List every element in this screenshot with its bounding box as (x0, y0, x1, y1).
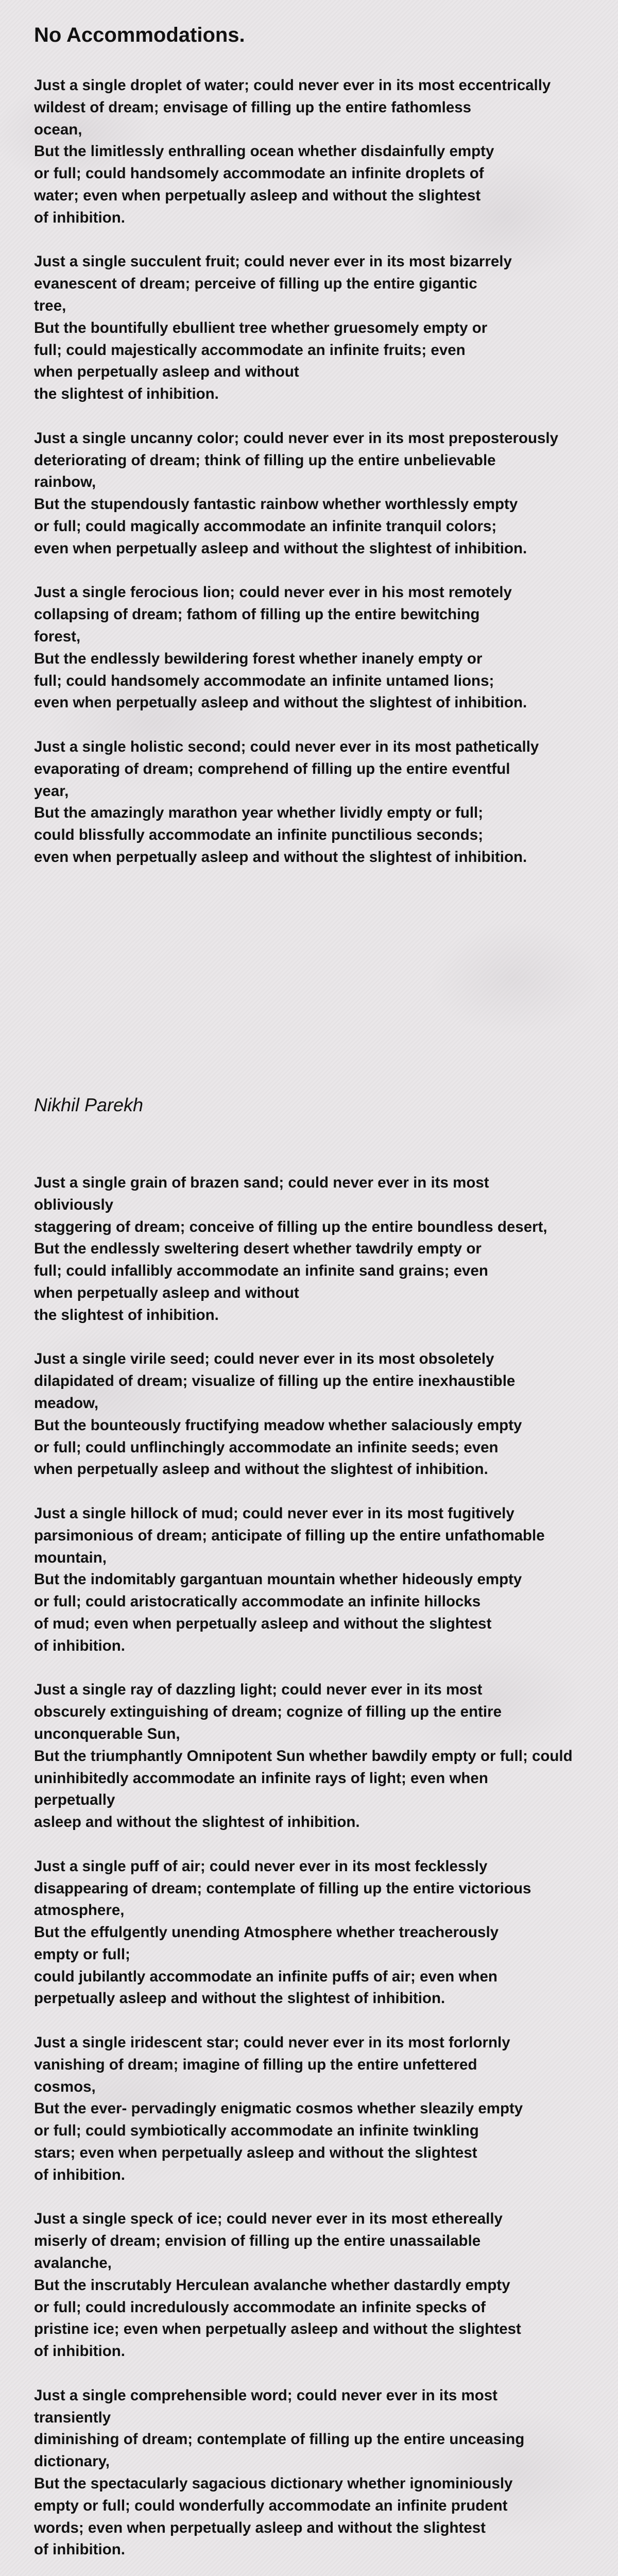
poem-line: Just a single puff of air; could never ever in its most fecklessly (34, 1857, 488, 1875)
poem-line: or full; could symbiotically accommodate an infinite twinkling (34, 2122, 479, 2140)
poem-line: when perpetually asleep and without (34, 363, 299, 381)
poem-line: staggering of dream; conceive of filling up the entire boundless desert, (34, 1218, 547, 1235)
poem-line: words; even when perpetually asleep and without the slightest (34, 2519, 486, 2536)
stanza (34, 1503, 573, 1657)
poem-line: or full; could aristocratically accommodate an infinite hillocks (34, 1593, 481, 1611)
poem-line: Just a single iridescent star; could never ever in its most forlornly (34, 2034, 510, 2052)
stanza (34, 2032, 573, 2187)
poem-line: Just a single hillock of mud; could never ever in its most fugitively (34, 1504, 514, 1522)
poem-line: Just a single ferocious lion; could never ever in his most remotely (34, 584, 512, 601)
stanza (34, 1348, 573, 1481)
poem-line: transiently (34, 2409, 111, 2426)
poem-line: even when perpetually asleep and without the slightest of inhibition. (34, 539, 527, 557)
poem-line: diminishing of dream; contemplate of filling up the entire unceasing (34, 2431, 525, 2448)
poem-line: evanescent of dream; perceive of filling up the entire gigantic (34, 275, 477, 293)
poem-line: dilapidated of dream; visualize of filling up the entire inexhaustible (34, 1372, 516, 1390)
poem-line: or full; could incredulously accommodate an infinite specks of (34, 2298, 486, 2316)
poem-line: empty or full; (34, 1945, 130, 1963)
poem-line: But the ever- pervadingly enigmatic cosmos whether sleazily empty (34, 2100, 523, 2117)
poem-line: when perpetually asleep and without the slightest of inhibition. (34, 1461, 488, 1478)
poem-line: even when perpetually asleep and without the slightest of inhibition. (34, 694, 527, 711)
poem-line: Just a single comprehensible word; could never ever in its most (34, 2386, 497, 2404)
poem-line: atmosphere, (34, 1902, 125, 1919)
poem-line: avalanche, (34, 2255, 112, 2272)
poem-line: of inhibition. (34, 209, 125, 226)
poem-line: could jubilantly accommodate an infinite puffs of air; even when (34, 1968, 497, 1985)
stanza (34, 1679, 573, 1834)
poem-line: year, (34, 782, 69, 800)
stanza (34, 428, 558, 560)
poem-line: obscurely extinguishing of dream; cognize of filling up the entire (34, 1703, 502, 1721)
poem-line: But the amazingly marathon year whether lividly empty or full; (34, 804, 484, 822)
poem-line: But the spectacularly sagacious dictionary whether ignominiously (34, 2475, 513, 2493)
poem-line: unconquerable Sun, (34, 1725, 180, 1742)
poem-line: obliviously (34, 1196, 114, 1213)
poem-line: But the endlessly bewildering forest whether inanely empty or (34, 650, 483, 667)
poem-line: Just a single ray of dazzling light; could never ever in its most (34, 1681, 483, 1699)
poem-line: perpetually asleep and without the slightest of inhibition. (34, 1990, 445, 2007)
author-name: Nikhil Parekh (34, 1094, 144, 1115)
poem-line: But the stupendously fantastic rainbow whether worthlessly empty (34, 496, 518, 513)
poem-line: But the endlessly sweltering desert whether tawdrily empty or (34, 1240, 482, 1258)
poem-line: meadow, (34, 1394, 99, 1412)
poem-line: wildest of dream; envisage of filling up the entire fathomless (34, 98, 472, 116)
poem-line: the slightest of inhibition. (34, 385, 219, 403)
poem-line: full; could infallibly accommodate an infinite sand grains; even (34, 1262, 488, 1280)
poem-line: disappearing of dream; contemplate of filling up the entire victorious (34, 1879, 531, 1897)
stanza (34, 1856, 573, 2010)
poem-body-part-1 (34, 75, 558, 890)
poem-line: or full; could handsomely accommodate an infinite droplets of (34, 165, 484, 182)
poem-line: Just a single grain of brazen sand; could never ever in its most (34, 1174, 489, 1191)
poem-line: perpetually (34, 1791, 115, 1809)
poem-line: tree, (34, 297, 66, 314)
poem-line: when perpetually asleep and without (34, 1284, 299, 1301)
poem-line: evaporating of dream; comprehend of filling up the entire eventful (34, 760, 510, 777)
poem-line: But the limitlessly enthralling ocean whether disdainfully empty (34, 143, 494, 160)
poem-line: pristine ice; even when perpetually asleep and without the slightest (34, 2320, 521, 2338)
poem-line: Just a single holistic second; could never ever in its most pathetically (34, 738, 539, 755)
poem-line: of inhibition. (34, 1637, 125, 1654)
poem-line: Just a single succulent fruit; could never ever in its most bizarrely (34, 253, 512, 270)
poem-line: uninhibitedly accommodate an infinite rays of light; even when (34, 1769, 488, 1787)
stanza (34, 75, 558, 229)
poem-line: cosmos, (34, 2078, 96, 2095)
poem-line: the slightest of inhibition. (34, 1306, 219, 1324)
poem-line: asleep and without the slightest of inhibition. (34, 1814, 360, 1831)
poem-line: dictionary, (34, 2453, 110, 2470)
poem-line: could blissfully accommodate an infinite punctilious seconds; (34, 826, 484, 844)
poem-line: But the bounteously fructifying meadow whether salaciously empty (34, 1416, 522, 1434)
poem-line: or full; could unflinchingly accommodate an infinite seeds; even (34, 1438, 499, 1456)
poem-line: collapsing of dream; fathom of filling up the entire bewitching (34, 606, 480, 623)
poem-line: empty or full; could wonderfully accommodate an infinite prudent (34, 2497, 508, 2514)
poem-line: But the indomitably gargantuan mountain whether hideously empty (34, 1571, 522, 1588)
poem-line: water; even when perpetually asleep and without the slightest (34, 187, 481, 204)
stanza (34, 2385, 573, 2561)
poem-line: full; could majestically accommodate an infinite fruits; even (34, 341, 466, 359)
poem-line: deteriorating of dream; think of filling up the entire unbelievable (34, 451, 496, 469)
poem-line: But the triumphantly Omnipotent Sun whether bawdily empty or full; could (34, 1747, 573, 1765)
poem-line: even when perpetually asleep and without the slightest of inhibition. (34, 848, 527, 866)
poem-line: ocean, (34, 121, 82, 138)
stanza (34, 251, 558, 405)
poem-line: miserly of dream; envision of filling up the entire unassailable (34, 2232, 481, 2250)
stanza (34, 1172, 573, 1327)
poem-line: forest, (34, 628, 81, 645)
poem-line: stars; even when perpetually asleep and without the slightest (34, 2144, 477, 2162)
poem-line: Just a single speck of ice; could never ever in its most ethereally (34, 2210, 503, 2228)
poem-title: No Accommodations. (34, 24, 245, 46)
poem-line: full; could handsomely accommodate an infinite untamed lions; (34, 672, 494, 689)
poem-line: But the bountifully ebullient tree whether gruesomely empty or (34, 319, 488, 336)
poem-line: mountain, (34, 1549, 107, 1566)
poem-line: or full; could magically accommodate an infinite tranquil colors; (34, 517, 497, 535)
poem-line: Just a single uncanny color; could never ever in its most preposterously (34, 429, 559, 447)
poem-line: of inhibition. (34, 2166, 125, 2183)
poem-line: parsimonious of dream; anticipate of filling up the entire unfathomable (34, 1527, 545, 1544)
poem-line: Just a single droplet of water; could never ever in its most eccentrically (34, 77, 551, 94)
stanza (34, 736, 558, 869)
stanza (34, 2208, 573, 2363)
poem-line: of inhibition. (34, 2343, 125, 2360)
stanza (34, 582, 558, 714)
poem-line: But the effulgently unending Atmosphere whether treacherously (34, 1924, 499, 1941)
poem-line: of inhibition. (34, 2541, 125, 2558)
poem-line: Just a single virile seed; could never ever in its most obsoletely (34, 1350, 494, 1368)
poem-line: But the inscrutably Herculean avalanche whether dastardly empty (34, 2276, 510, 2294)
poem-line: of mud; even when perpetually asleep and without the slightest (34, 1615, 492, 1632)
poem-line: vanishing of dream; imagine of filling up the entire unfettered (34, 2056, 477, 2073)
poem-line: rainbow, (34, 473, 96, 491)
poem-body-part-2 (34, 1172, 573, 2576)
